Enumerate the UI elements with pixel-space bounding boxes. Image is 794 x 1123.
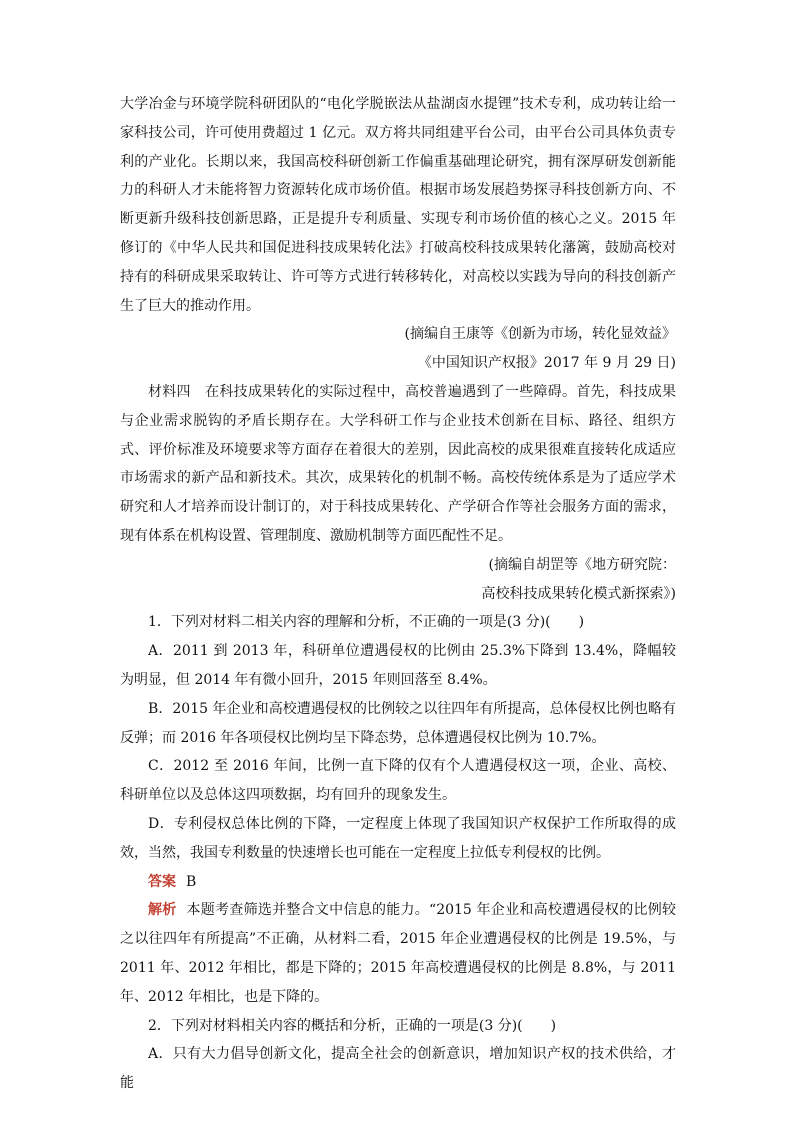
question2-option-a: A．只有大力倡导创新文化，提高全社会的创新意识，增加知识产权的技术供给，才能 (120, 1046, 676, 1092)
question1-stem: 1．下列对材料二相关内容的理解和分析，不正确的一项是(3 分)( ) (148, 614, 585, 631)
material3-paragraph: 大学冶金与环境学院科研团队的“电化学脱嵌法从盐湖卤水提锂”技术专利，成功转让给一家科技公司，许可使用费超过 1 亿元。双方将共同组建平台公司，由平台公司具体负责专利的产业化。长期以来，我国高校科研创新工作偏重基础理论研究，拥有深厚研发创新能力的科研人才未能将智力资源转化成市场价值。根据市场发展趋势探寻科技创新方向、不断更新升级科技创新思路，正是提升专利质量、实现专利市场价值的核心之义。2015 年修订的《中华人民共和国促进科技成果转化法》打破高校科技成果转化藩篱，鼓励高校对持有的科研成果采取转让、许可等方式进行转移转化，对高校以实践为导向的科技创新产生了巨大的推动作用。 (120, 96, 676, 314)
answer-value: B (186, 873, 197, 890)
question1-analysis (120, 896, 676, 1011)
material3-source-line1: (摘编自王康等《创新为市场，转化显效益》 (404, 326, 676, 343)
analysis-text: 本题考查筛选并整合文中信息的能力。“2015 年企业和高校遭遇侵权的比例较之以往四年有所提高”不正确，从材料二看，2015 年企业遭遇侵权的比例是 19.5%，与 2011 年、2012 年相比，都是下降的；2015 年高校遭遇侵权的比例是 8.8%，与 2011 年、2012 年相比，也是下降的。 (120, 902, 676, 1005)
material3-source-line2: 《中国知识产权报》2017 年 9 月 29 日) (417, 355, 676, 372)
material4-source-line2: 高校科技成果转化模式新探索》) (481, 585, 676, 602)
question1-option-d: D．专利侵权总体比例的下降，一定程度上体现了我国知识产权保护工作所取得的成效，当然，我国专利数量的快速增长也可能在一定程度上拉低专利侵权的比例。 (120, 815, 676, 861)
question1-answer (120, 868, 676, 897)
answer-label: 答案 (148, 873, 176, 890)
question1-option-a: A．2011 到 2013 年，科研单位遭遇侵权的比例由 25.3%下降到 13.4%，降幅较为明显，但 2014 年有微小回升，2015 年则回落至 8.4%。 (120, 643, 676, 688)
material4-paragraph: 材料四 在科技成果转化的实际过程中，高校普遍遇到了一些障碍。首先，科技成果与企业需求脱钩的矛盾长期存在。大学科研工作与企业技术创新在目标、路径、组织方式、评价标准及环境要求等方面存在着很大的差别，因此高校的成果很难直接转化成适应市场需求的新产品和新技术。其次，成果转化的机制不畅。高校传统体系是为了适应学术研究和人才培养而设计制订的，对于科技成果转化、产学研合作等社会服务方面的需求，现有体系在机构设置、管理制度、激励机制等方面匹配性不足。 (120, 383, 676, 544)
question1-option-c: C．2012 至 2016 年间，比例一直下降的仅有个人遭遇侵权这一项，企业、高校、科研单位以及总体这四项数据，均有回升的现象发生。 (120, 758, 676, 804)
material4-source-line1: (摘编自胡罡等《地方研究院： (488, 556, 676, 573)
question1-option-b: B．2015 年企业和高校遭遇侵权的比例较之以往四年有所提高，总体侵权比例也略有反弹；而 2016 年各项侵权比例均呈下降态势，总体遭遇侵权比例为 10.7%。 (120, 700, 676, 746)
question2-stem: 2．下列对材料相关内容的概括和分析，正确的一项是(3 分)( ) (148, 1017, 557, 1034)
analysis-label: 解析 (148, 902, 177, 919)
document-page (120, 90, 676, 1098)
